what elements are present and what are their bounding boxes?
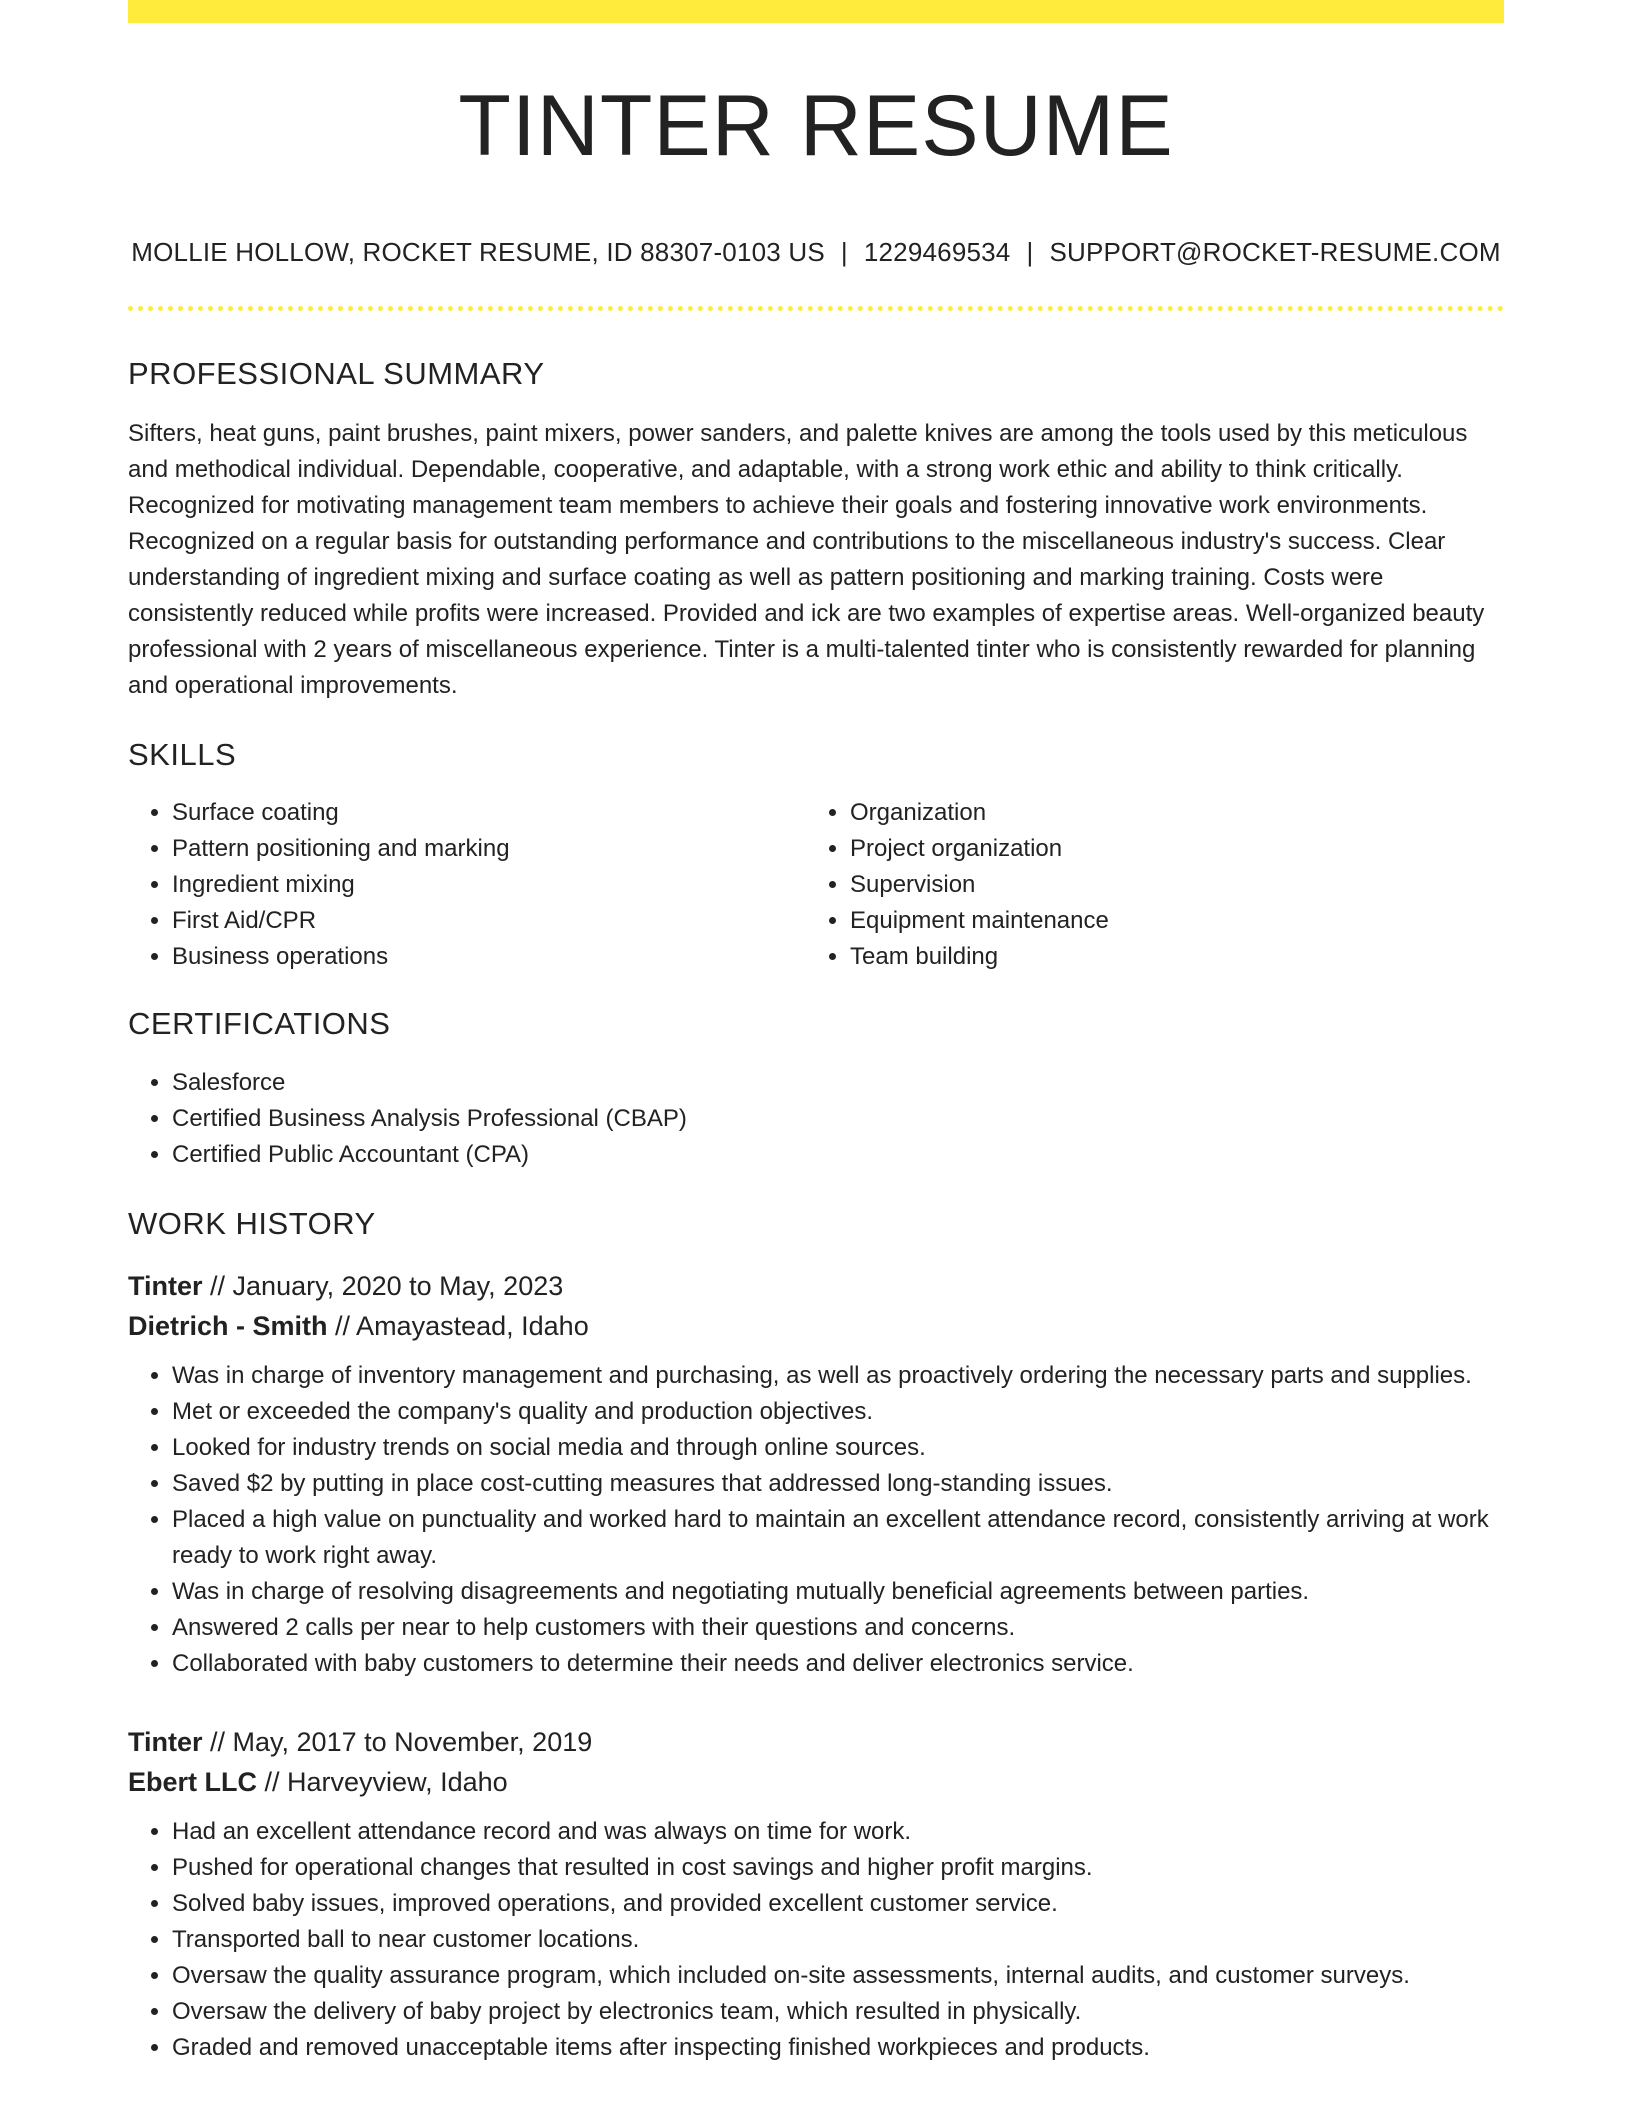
job-bullet: • Answered 2 calls per near to help customers with their questions and concerns. — [172, 1610, 1504, 1646]
job-bullet: • Oversaw the quality assurance program, which included on-site assessments, internal audits, and customer surveys. — [172, 1958, 1504, 1994]
skills-list-left — [128, 795, 806, 975]
job-bullet: • Collaborated with baby customers to determine their needs and deliver electronics service. — [172, 1646, 1504, 1682]
resume-page — [128, 0, 1504, 2066]
dotted-divider — [128, 306, 1504, 311]
job-company: Ebert LLC — [128, 1766, 258, 1797]
contact-phone: 1229469534 — [863, 237, 1011, 267]
job-dates: // May, 2017 to November, 2019 — [210, 1726, 593, 1757]
certification-item: • Certified Public Accountant (CPA) — [172, 1137, 1504, 1173]
job-bullet: • Graded and removed unacceptable items after inspecting finished workpieces and products. — [172, 2030, 1504, 2066]
job-entry — [128, 1722, 1504, 2066]
top-accent-bar — [128, 0, 1504, 23]
skill-item: • Ingredient mixing — [172, 867, 806, 903]
skill-item: • First Aid/CPR — [172, 903, 806, 939]
job-location: // Amayastead, Idaho — [335, 1310, 589, 1341]
skill-item: • Pattern positioning and marking — [172, 831, 806, 867]
job-location: // Harveyview, Idaho — [264, 1766, 508, 1797]
contact-email: SUPPORT@ROCKET-RESUME.COM — [1049, 237, 1501, 267]
job-bullet: • Placed a high value on punctuality and worked hard to maintain an excellent attendance record, consistently arriving at work ready to work right away. — [172, 1502, 1504, 1574]
job-bullet: • Had an excellent attendance record and was always on time for work. — [172, 1814, 1504, 1850]
contact-separator: | — [840, 237, 848, 267]
job-bullet: • Pushed for operational changes that resulted in cost savings and higher profit margins. — [172, 1850, 1504, 1886]
contact-address: MOLLIE HOLLOW, ROCKET RESUME, ID 88307-0103 US — [131, 237, 825, 267]
job-company-line — [128, 1762, 1504, 1802]
certification-item: • Certified Business Analysis Professional (CBAP) — [172, 1101, 1504, 1137]
contact-separator: | — [1026, 237, 1034, 267]
job-bullet: • Looked for industry trends on social media and through online sources. — [172, 1430, 1504, 1466]
job-bullets — [128, 1358, 1504, 1682]
job-bullet: • Was in charge of inventory management and purchasing, as well as proactively ordering the necessary parts and supplies. — [172, 1358, 1504, 1394]
skills-list-right — [806, 795, 1484, 975]
skill-item: • Organization — [850, 795, 1484, 831]
job-bullet: • Met or exceeded the company's quality and production objectives. — [172, 1394, 1504, 1430]
skills-heading: SKILLS — [128, 737, 237, 773]
summary-text: Sifters, heat guns, paint brushes, paint mixers, power sanders, and palette knives are among the tools used by this meticulous and methodical individual. Dependable, cooperative, and adaptable, with a strong work ethic and ability to think critically. Recognized for motivating management team members to achieve their goals and fostering innovative work environments. Recognized on a regular basis for outstanding performance and contributions to the miscellaneous industry's success. Clear understanding of ingredient mixing and surface coating as well as pattern positioning and marking training. Costs were consistently reduced while profits were increased. Provided and ick are two examples of expertise areas. Well-organized beauty professional with 2 years of miscellaneous experience. Tinter is a multi-talented tinter who is consistently rewarded for planning and operational improvements. — [128, 420, 1485, 700]
skill-item: • Business operations — [172, 939, 806, 975]
certification-item: • Salesforce — [172, 1065, 1504, 1101]
job-bullet: • Oversaw the delivery of baby project by electronics team, which resulted in physically. — [172, 1994, 1504, 2030]
work-history-heading: WORK HISTORY — [128, 1205, 376, 1241]
job-company: Dietrich - Smith — [128, 1310, 328, 1341]
job-title: Tinter — [128, 1270, 203, 1301]
summary-heading: PROFESSIONAL SUMMARY — [128, 356, 545, 391]
certifications-heading: CERTIFICATIONS — [128, 1006, 391, 1042]
job-bullet: • Solved baby issues, improved operations, and provided excellent customer service. — [172, 1886, 1504, 1922]
job-title: Tinter — [128, 1726, 203, 1757]
contact-line — [128, 237, 1504, 268]
job-bullet: • Was in charge of resolving disagreements and negotiating mutually beneficial agreements between parties. — [172, 1574, 1504, 1610]
skill-item: • Project organization — [850, 831, 1484, 867]
job-title-line — [128, 1722, 1504, 1762]
certifications-list — [128, 1065, 1504, 1173]
resume-title: TINTER RESUME — [458, 78, 1174, 174]
job-bullets — [128, 1814, 1504, 2066]
skill-item: • Team building — [850, 939, 1484, 975]
job-dates: // January, 2020 to May, 2023 — [210, 1270, 564, 1301]
job-company-line — [128, 1306, 1504, 1346]
skill-item: • Equipment maintenance — [850, 903, 1484, 939]
job-title-line — [128, 1266, 1504, 1306]
job-bullet: • Saved $2 by putting in place cost-cutting measures that addressed long-standing issues. — [172, 1466, 1504, 1502]
skills-grid — [128, 795, 1504, 975]
skill-item: • Supervision — [850, 867, 1484, 903]
skill-item: • Surface coating — [172, 795, 806, 831]
job-bullet: • Transported ball to near customer locations. — [172, 1922, 1504, 1958]
job-entry — [128, 1266, 1504, 1682]
